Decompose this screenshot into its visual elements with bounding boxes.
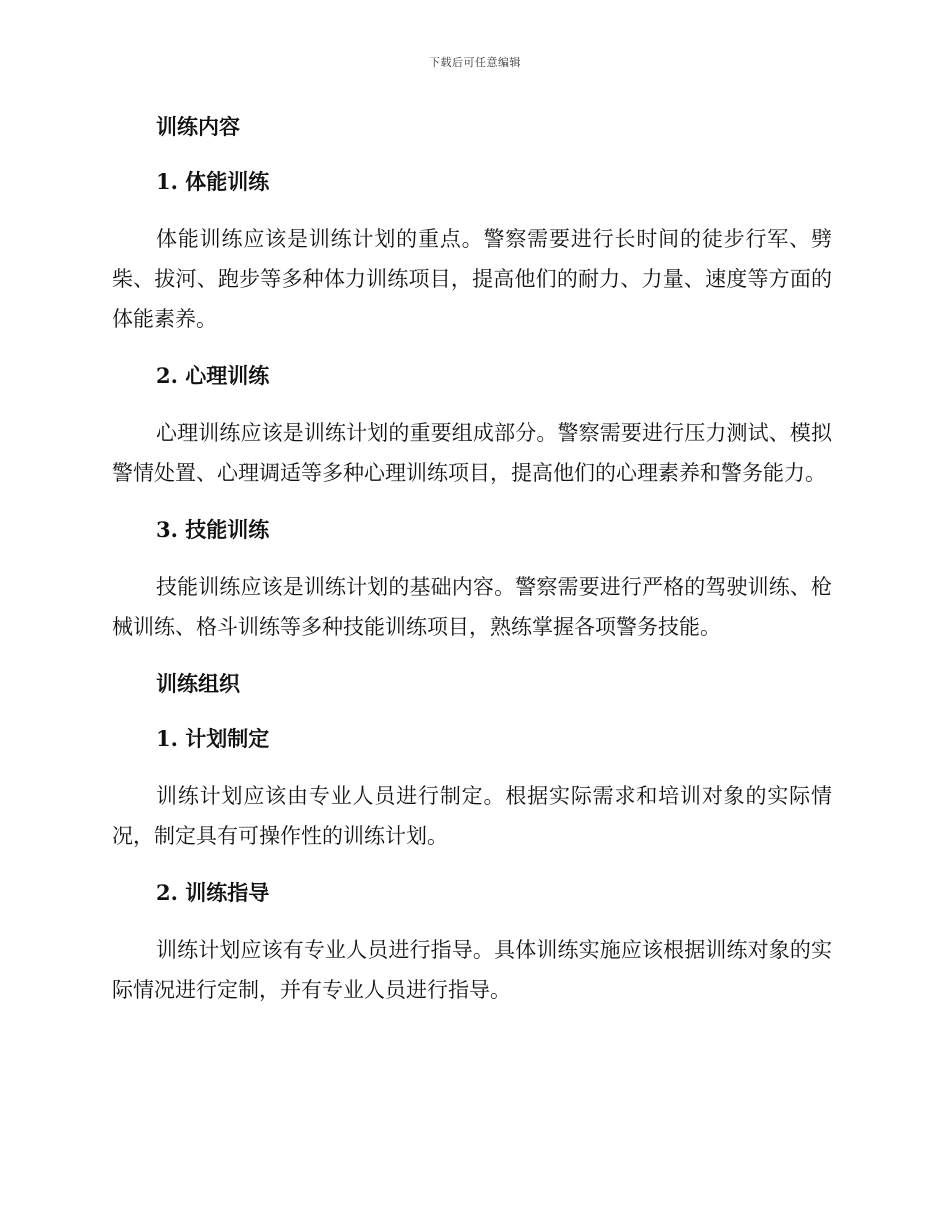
subheading-plan-formulation: 1. 计划制定	[156, 726, 270, 751]
subheading-training-guidance: 2. 训练指导	[156, 880, 270, 905]
paragraph-plan-formulation: 训练计划应该由专业人员进行制定。根据实际需求和培训对象的实际情况，制定具有可操作性的训练计划。	[112, 784, 832, 848]
document-body	[112, 110, 832, 1010]
section-heading-training-organization: 训练组织	[156, 671, 240, 696]
subheading-physical-training: 1. 体能训练	[156, 169, 270, 194]
paragraph-training-guidance: 训练计划应该有专业人员进行指导。具体训练实施应该根据训练对象的实际情况进行定制，并有专业人员进行指导。	[112, 938, 832, 1002]
paragraph-skill-training: 技能训练应该是训练计划的基础内容。警察需要进行严格的驾驶训练、枪械训练、格斗训练等多种技能训练项目，熟练掌握各项警务技能。	[112, 575, 832, 639]
paragraph-psychological-training: 心理训练应该是训练计划的重要组成部分。警察需要进行压力测试、模拟警情处置、心理调适等多种心理训练项目，提高他们的心理素养和警务能力。	[112, 421, 832, 485]
paragraph-physical-training: 体能训练应该是训练计划的重点。警察需要进行长时间的徒步行军、劈柴、拔河、跑步等多种体力训练项目，提高他们的耐力、力量、速度等方面的体能素养。	[112, 227, 832, 331]
subheading-psychological-training: 2. 心理训练	[156, 363, 270, 388]
subheading-skill-training: 3. 技能训练	[156, 517, 270, 542]
header-note: 下载后可任意编辑	[429, 56, 521, 69]
section-heading-training-content: 训练内容	[156, 114, 240, 139]
